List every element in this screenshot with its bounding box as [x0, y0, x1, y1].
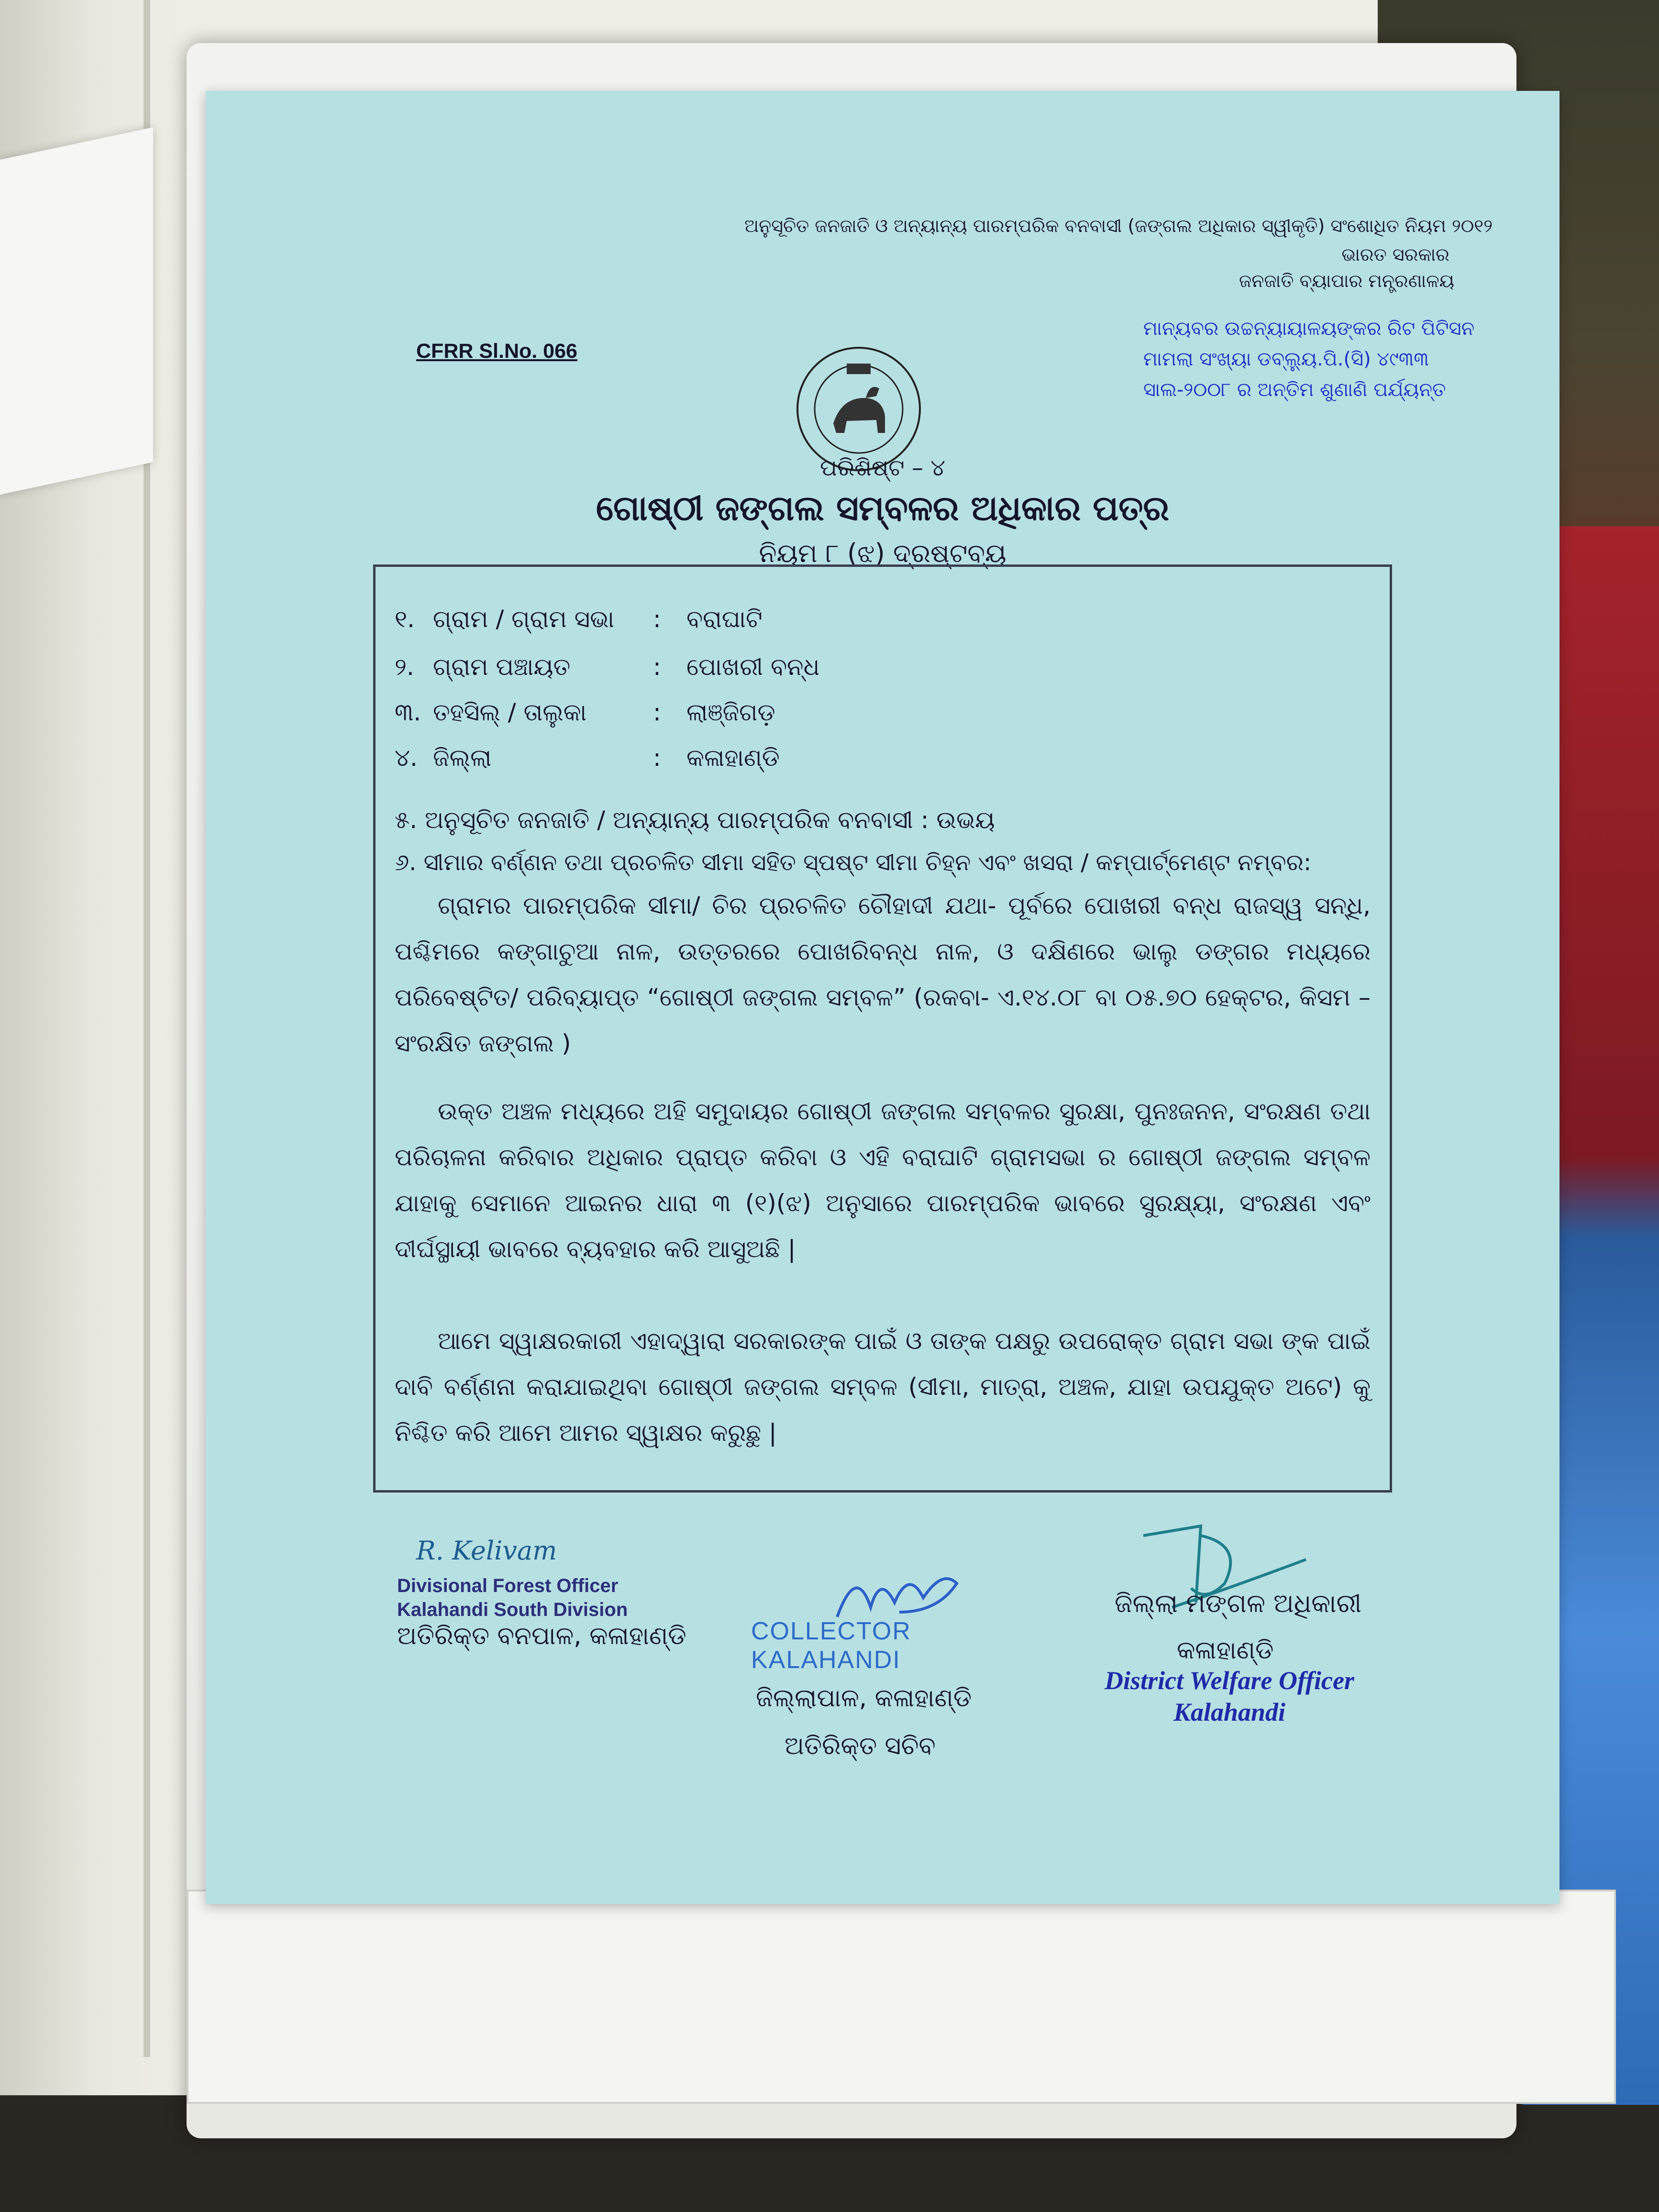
boundary-paragraph: ଗ୍ରାମର ପାରମ୍ପରିକ ସୀମା/ ଚିର ପ୍ରଚଳିତ ଚୌହାଦୀ ଯଥା- ପୂର୍ବରେ ପୋଖରୀ ବନ୍ଧ ରାଜସ୍ୱ ସନ୍ଧି, ପଶ୍ଚିମରେ କଙ୍ଗାଚୁଆ ନାଳ, ଉତ୍ତରରେ ପୋଖରିବନ୍ଧ ନାଳ, ଓ ଦକ୍ଷିଣରେ ଭାଲୁ ଡଙ୍ଗର ମଧ୍ୟରେ ପରିବେଷ୍ଟିତ/ ପରିବ୍ୟାପ୍ତ “ଗୋଷ୍ଠୀ ଜଙ୍ଗଲ ସମ୍ବଳ” (ରକବା- ଏ.୧୪.୦୮ ବା ୦୫.୭୦ ହେକ୍ଟର, କିସମ – ସଂରକ୍ଷିତ ଜଙ୍ଗଲ ): [395, 892, 1371, 1057]
field-label: ତହସିଲ୍ / ତାଲୁକା: [433, 698, 587, 726]
collector-stamp: [751, 1617, 911, 1674]
field-number: ୨.: [395, 653, 414, 681]
dfo-designation: ଅତିରିକ୍ତ ବନପାଳ, କଳାହାଣ୍ଡି: [397, 1622, 686, 1650]
page-title: ଗୋଷ୍ଠୀ ଜଙ୍ଗଲ ସମ୍ବଳର ଅଧିକାର ପତ୍ର: [596, 488, 1170, 528]
field-colon: :: [653, 653, 661, 681]
certificate-page: [206, 91, 1559, 1904]
dfo-stamp-line: Divisional Forest Officer: [397, 1575, 619, 1596]
court-stamp: [1143, 313, 1507, 405]
field-label: ଗ୍ରାମ ପଞ୍ଚାୟତ: [433, 653, 571, 681]
backing-card: [187, 1890, 1616, 2104]
rights-paragraph: ଉକ୍ତ ଅଞ୍ଚଳ ମଧ୍ୟରେ ଅହି ସମୁଦାୟର ଗୋଷ୍ଠୀ ଜଙ୍ଗଲ ସମ୍ବଳର ସୁରକ୍ଷା, ପୁନଃଜନନ, ସଂରକ୍ଷଣ ତଥା ପରିଚାଳନା କରିବାର ଅଧିକାର ପ୍ରାପ୍ତ କରିବା ଓ ଏହି ବରାଘାଟି ଗ୍ରାମସଭା ର ଗୋଷ୍ଠୀ ଜଙ୍ଗଲ ସମ୍ବଳ ଯାହାକୁ ସେମାନେ ଆଇନର ଧାରା ୩ (୧)(ଝ) ଅନୁସାରେ ପାରମ୍ପରିକ ଭାବରେ ସୁରକ୍ଷ୍ୟା, ସଂରକ୍ଷଣ ଏବଂ ଦୀର୍ଘସ୍ଥାୟୀ ଭାବରେ ବ୍ୟବହାର କରି ଆସୁଅଛି |: [395, 1097, 1371, 1263]
serial-number: CFRR Sl.No. 066: [416, 340, 577, 363]
header-line-2: ଭାରତ ସରକାର: [1341, 244, 1449, 265]
court-stamp-line: ମାନ୍ୟବର ଉଚ୍ଚନ୍ୟାୟାଳୟଙ୍କର ରିଟ ପିଟିସନ: [1143, 318, 1475, 340]
dfo-stamp-line: Kalahandi South Division: [397, 1599, 628, 1620]
court-stamp-line: ସାଲ-୨୦୦୮ ର ଅନ୍ତିମ ଶୁଣାଣି ପର୍ଯ୍ୟନ୍ତ: [1143, 379, 1446, 401]
field-row: [395, 605, 763, 633]
court-stamp-line: ମାମଲା ସଂଖ୍ୟା ଡବ୍ଲ୍ୟୁ.ପି.(ସି) ୪୯୩୩: [1143, 348, 1429, 370]
rule-reference: ନିୟମ ୮ (ଝ) ଦ୍ରଷ୍ଟବ୍ୟ: [759, 538, 1006, 568]
field-number: ୧.: [395, 605, 415, 633]
field-label: ଗ୍ରାମ / ଗ୍ରାମ ସଭା: [433, 605, 614, 633]
loose-sheet: [0, 127, 153, 495]
declaration-paragraph: ଆମେ ସ୍ୱାକ୍ଷରକାରୀ ଏହାଦ୍ୱାରା ସରକାରଙ୍କ ପାଇଁ ଓ ତାଙ୍କ ପକ୍ଷରୁ ଉପରୋକ୍ତ ଗ୍ରାମ ସଭା ଙ୍କ ପାଇଁ ଦାବି ବର୍ଣ୍ଣନା କରାଯାଇଥିବା ଗୋଷ୍ଠୀ ଜଙ୍ଗଲ ସମ୍ବଳ (ସୀମା, ମାତ୍ରା, ଅଞ୍ଚଳ, ଯାହା ଉପଯୁକ୍ତ ଅଟେ) କୁ ନିଶ୍ଚିତ କରି ଆମେ ଆମର ସ୍ୱାକ୍ଷର କରୁଛୁ |: [395, 1327, 1371, 1447]
collector-stamp-line: COLLECTOR: [751, 1617, 911, 1645]
header-line-1: ଅନୁସୂଚିତ ଜନଜାତି ଓ ଅନ୍ୟାନ୍ୟ ପାରମ୍ପରିକ ବନବାସୀ (ଜଙ୍ଗଲ ଅଧିକାର ସ୍ୱୀକୃତି) ସଂଶୋଧିତ ନିୟମ ୨୦୧୨: [744, 215, 1493, 236]
field-colon: :: [653, 744, 661, 772]
dfo-stamp: [397, 1574, 628, 1622]
collector-stamp-line: KALAHANDI: [751, 1646, 901, 1674]
dfo-handwritten-signature: R. Kelivam: [416, 1536, 557, 1566]
dwo-stamp-line: Kalahandi: [1173, 1698, 1286, 1726]
field-label: ଜିଲ୍ଲା: [433, 744, 492, 772]
field-row: [395, 653, 819, 681]
field-number: ୩.: [395, 698, 421, 726]
collector-designation: ଜିଲ୍ଲାପାଳ, କଳାହାଣ୍ଡି: [756, 1684, 972, 1713]
header-line-3: ଜନଜାତି ବ୍ୟାପାର ମନ୍ତ୍ରଣାଳୟ: [1239, 270, 1454, 291]
field-value: ବରାଘାଟି: [686, 605, 763, 633]
field-colon: :: [653, 698, 661, 726]
field-value: ପୋଖରୀ ବନ୍ଧ: [686, 653, 820, 681]
field-value: ଲାଞ୍ଜିଗଡ଼: [686, 698, 775, 726]
item-6: ୬. ସୀମାର ବର୍ଣ୍ଣନ ତଥା ପ୍ରଚଳିତ ସୀମା ସହିତ ସ୍ପଷ୍ଟ ସୀମା ଚିହ୍ନ ଏବଂ ଖସରା / କମ୍ପାର୍ଟ୍ମେଣ୍ଟ ନମ୍ବର:: [395, 849, 1312, 876]
dwo-district: କଳାହାଣ୍ଡି: [1177, 1636, 1274, 1665]
dwo-designation: ଜିଲ୍ଲା ମଙ୍ଗଳ ଅଧିକାରୀ: [1115, 1588, 1362, 1618]
item-5: ୫. ଅନୁସୂଚିତ ଜନଜାତି / ଅନ୍ୟାନ୍ୟ ପାରମ୍ପରିକ ବନବାସୀ : ଉଭୟ: [395, 806, 995, 834]
field-number: ୪.: [395, 744, 418, 772]
field-colon: :: [653, 605, 661, 633]
dwo-stamp: [1081, 1665, 1378, 1728]
additional-secretary: ଅତିରିକ୍ତ ସଚିବ: [785, 1732, 936, 1760]
field-row: [395, 698, 775, 727]
dwo-stamp-line: District Welfare Officer: [1105, 1666, 1354, 1695]
annex-label: ପରିଶିଷ୍ଟ – ୪: [820, 454, 945, 481]
field-value: କଳାହାଣ୍ଡି: [686, 744, 780, 772]
field-row: [395, 744, 780, 772]
details-box: [373, 564, 1392, 1493]
